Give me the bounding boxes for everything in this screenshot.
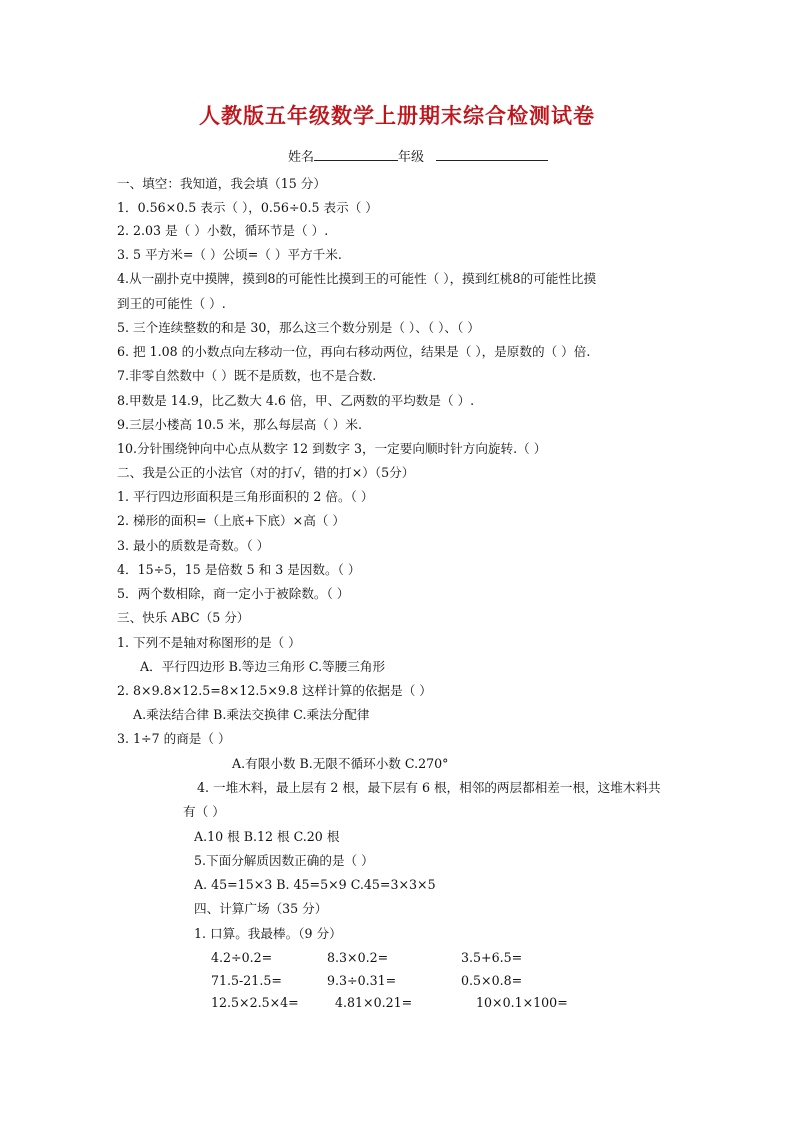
question-3-1-options: A．平行四边形 B.等边三角形 C.等腰三角形 [140, 659, 386, 674]
calc-item: 0.5×0.8= [461, 973, 523, 988]
question-3-5-options: A. 45=15×3 B. 45=5×9 C.45=3×3×5 [194, 877, 436, 892]
question-1-6: 6. 把 1.08 的小数点向左移动一位，再向右移动两位，结果是（ ），是原数的（ ）倍. [117, 344, 591, 359]
name-blank[interactable] [314, 148, 398, 161]
calc-item: 71.5-21.5= [211, 973, 282, 988]
name-label: 姓名 [288, 150, 315, 165]
question-1-1: 1．0.56×0.5 表示（ ），0.56÷0.5 表示（ ） [117, 200, 378, 215]
calc-item: 4.2÷0.2= [211, 950, 273, 965]
question-3-2: 2. 8×9.8×12.5=8×12.5×9.8 这样计算的依据是（ ） [117, 683, 432, 698]
calc-item: 3.5+6.5= [461, 950, 523, 965]
question-3-1: 1. 下列不是轴对称图形的是（ ） [117, 635, 301, 650]
question-1-3: 3. 5 平方米=（ ）公顷=（ ）平方千米. [117, 247, 342, 262]
question-3-3-options: A.有限小数 B.无限不循环小数 C.270° [232, 756, 449, 771]
grade-blank[interactable] [436, 148, 548, 161]
question-3-4-options: A.10 根 B.12 根 C.20 根 [194, 829, 340, 844]
calc-item: 12.5×2.5×4= [211, 995, 299, 1010]
question-2-1: 1. 平行四边形面积是三角形面积的 2 倍。（ ） [117, 489, 374, 504]
calc-item: 8.3×0.2= [327, 950, 389, 965]
calc-item: 4.81×0.21= [335, 995, 413, 1010]
calc-item: 9.3÷0.31= [327, 973, 397, 988]
name-grade-line [288, 146, 548, 165]
question-1-7: 7.非零自然数中（ ）既不是质数，也不是合数. [117, 368, 377, 383]
question-3-4b: 有（ ） [183, 804, 225, 819]
question-3-5: 5.下面分解质因数正确的是（ ） [194, 853, 374, 868]
question-1-5: 5. 三个连续整数的和是 30，那么这三个数分别是（ ）、（ ）、（ ） [117, 320, 480, 335]
question-2-2: 2. 梯形的面积=（上底+下底）×高（ ） [117, 513, 345, 528]
question-3-2-options: A.乘法结合律 B.乘法交换律 C.乘法分配律 [133, 707, 370, 722]
question-2-4: 4．15÷5，15 是倍数 5 和 3 是因数。（ ） [117, 562, 361, 577]
question-2-5: 5．两个数相除，商一定小于被除数。（ ） [117, 586, 350, 601]
section3-header: 三、快乐 ABC（5 分） [117, 610, 250, 625]
section1-header: 一、填空：我知道，我会填（15 分） [117, 176, 326, 191]
grade-label: 年级 [398, 150, 425, 165]
question-2-3: 3. 最小的质数是奇数。（ ） [117, 538, 270, 553]
question-1-9: 9.三层小楼高 10.5 米，那么每层高（ ）米. [117, 417, 362, 432]
section2-header: 二、我是公正的小法官（对的打√，错的打×）（5分） [117, 465, 415, 480]
question-1-2: 2. 2.03̇ 是（ ）小数，循环节是（ ）. [117, 223, 329, 238]
question-1-4a: 4.从一副扑克中摸牌，摸到8的可能性比摸到王的可能性（ ），摸到红桃8的可能性比摸 [117, 271, 597, 286]
question-1-4b: 到王的可能性（ ）. [117, 296, 226, 311]
calc-item: 10×0.1×100= [476, 995, 568, 1010]
question-3-4a: 4. 一堆木料，最上层有 2 根，最下层有 6 根，相邻的两层都相差一根，这堆木料共 [197, 780, 661, 795]
page-title: 人教版五年级数学上册期末综合检测试卷 [199, 103, 595, 128]
question-1-10: 10.分针围绕钟向中心点从数字 12 到数字 3，一定要向顺时针方向旋转.（ ） [117, 441, 547, 456]
section4-header: 四、计算广场（35 分） [194, 901, 328, 916]
question-3-3: 3. 1÷7 的商是（ ） [117, 731, 231, 746]
question-1-8: 8.甲数是 14.9，比乙数大 4.6 倍，甲、乙两数的平均数是（ ）. [117, 393, 475, 408]
question-4-1: 1. 口算。我最棒。（9 分） [194, 926, 342, 941]
